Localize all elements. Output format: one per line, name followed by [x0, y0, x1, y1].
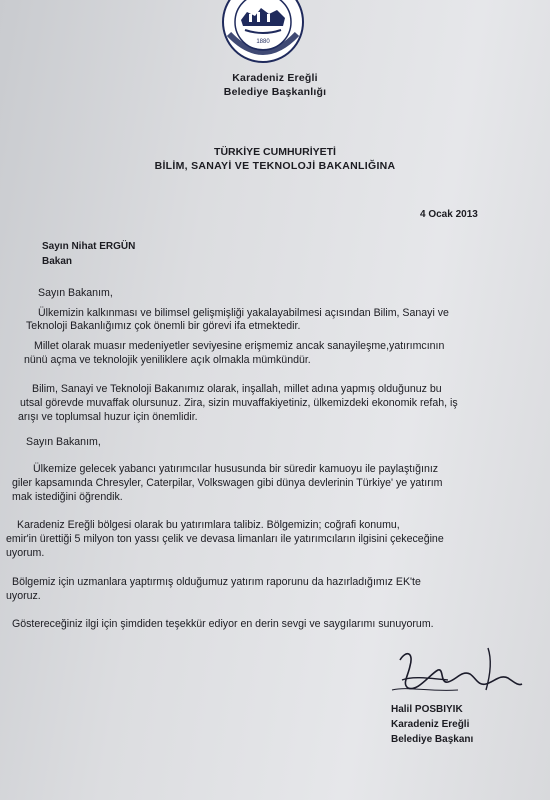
municipality-seal-logo: [211, 0, 315, 64]
paragraph-5-line-3: uyorum.: [6, 547, 45, 559]
paragraph-5-line-2: emir'in ürettiği 5 milyon ton yassı çelik ve devasa limanları ile yatırımcıların ilgisini çekeceğine: [6, 533, 444, 545]
paragraph-6-line-2: uyoruz.: [6, 590, 41, 602]
paragraph-5-line-1: Karadeniz Ereğli bölgesi olarak bu yatırımlara talibiz. Bölgemizin; coğrafi konumu,: [17, 519, 400, 531]
signer-title-1: Karadeniz Ereğli: [391, 719, 470, 730]
paragraph-2-line-2: nünü açma ve teknolojik yeniliklere açık olmakla mümkündür.: [24, 354, 311, 366]
greeting-2: Sayın Bakanım,: [26, 436, 101, 448]
letter-date: 4 Ocak 2013: [420, 209, 478, 220]
signer-title-2: Belediye Başkanı: [391, 734, 474, 745]
paragraph-4-line-2: giler kapsamında Chresyler, Caterpilar, Volkswagen gibi dünya devlerinin Türkiye' ye yatırım: [12, 477, 443, 489]
paragraph-1-line-2: Teknoloji Bakanlığımız çok önemli bir görevi ifa etmektedir.: [26, 320, 301, 332]
recipient-line-1: TÜRKİYE CUMHURİYETİ: [214, 146, 336, 158]
paragraph-3-line-2: utsal görevde muvaffak olursunuz. Zira, sizin muvaffakiyetiniz, ülkemizdeki ekonomik refah, iş: [20, 397, 458, 409]
paragraph-3-line-1: Bilim, Sanayi ve Teknoloji Bakanımız olarak, inşallah, millet adına yapmış olduğunuz bu: [32, 383, 442, 395]
letterhead-line-2: Belediye Başkanlığı: [223, 86, 327, 98]
paragraph-4-line-3: mak istediğini öğrendik.: [12, 491, 123, 503]
paragraph-2-line-1: Millet olarak muasır medeniyetler seviyesine erişmemiz ancak sanayileşme,yatırımcının: [34, 340, 445, 352]
addressee-name: Sayın Nihat ERGÜN: [42, 241, 136, 252]
paragraph-6-line-1: Bölgemiz için uzmanlara yaptırmış olduğumuz yatırım raporunu da hazırladığımız EK'te: [12, 576, 421, 588]
handwritten-signature: [388, 640, 528, 706]
seal-year: 1880: [256, 39, 270, 45]
paragraph-4-line-1: Ülkemize gelecek yabancı yatırımcılar hususunda bir süredir kamuoyu ile paylaştığınız: [33, 463, 439, 475]
recipient-line-2: BİLİM, SANAYİ VE TEKNOLOJİ BAKANLIĞINA: [154, 160, 396, 172]
signer-name: Halil POSBIYIK: [391, 704, 463, 715]
paragraph-1-line-1: Ülkemizin kalkınması ve bilimsel gelişmişliği yakalayabilmesi açısından Bilim, Sanayi ve: [38, 307, 449, 319]
greeting-1: Sayın Bakanım,: [38, 287, 113, 299]
paragraph-3-line-3: arışı ve toplumsal huzur için önemlidir.: [18, 411, 198, 423]
letterhead-line-1: Karadeniz Ereğli: [232, 72, 318, 84]
addressee-title: Bakan: [42, 256, 73, 267]
paragraph-7-line-1: Göstereceğiniz ilgi için şimdiden teşekkür ediyor en derin sevgi ve saygılarımı sunuyorum.: [12, 618, 434, 630]
